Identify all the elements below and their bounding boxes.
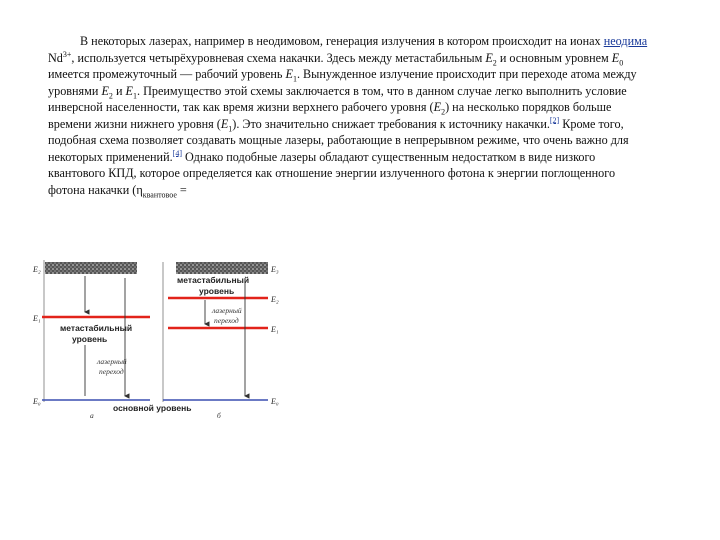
metastable-label: метастабильный (177, 275, 250, 285)
text-run: ). Это значительно снижает требования к источнику накачки. (232, 116, 550, 131)
subscript: 1 (292, 74, 297, 84)
metastable-label-2: уровень (72, 334, 108, 344)
diagram-a-letter: а (90, 411, 94, 420)
level-symbol: E (611, 50, 620, 65)
reference-4-link[interactable]: [4] (172, 148, 182, 158)
reference-2-link[interactable]: [2] (549, 115, 560, 125)
transition-label: лазерный (212, 306, 242, 315)
transition-label-2: переход (214, 316, 239, 325)
subscript: 2 (441, 107, 446, 117)
level-label-e2: E₂ (271, 295, 279, 304)
ground-level-label: основной уровень (113, 403, 192, 413)
text-run: В некоторых лазерах, например в неодимовом, генерация излучения в котором происходит на ионах (80, 34, 604, 48)
neodymium-link[interactable]: неодима (603, 34, 648, 48)
superscript: 3+ (62, 49, 72, 59)
paragraph-text (48, 33, 648, 198)
text-run: и (112, 83, 126, 98)
text-run: . Преимущество этой схемы заключается в том, что в данном случае легко выполнить условие инверсной населенности, так как время жизни верхнего рабочего уровня ( (48, 83, 627, 114)
subscript: 1 (228, 123, 233, 133)
metastable-label-2: уровень (199, 286, 235, 296)
subscript: 2 (492, 57, 497, 67)
level-label-e1: E₁ (33, 314, 41, 323)
text-run: Nd (48, 50, 63, 65)
level-label-e1: E₁ (271, 325, 279, 334)
level-label-e0: E₀ (271, 397, 279, 406)
level-symbol: E (485, 50, 493, 65)
text-run: Кроме того, подобная схема позволяет создавать мощные лазеры, работающие в непрерывном режиме, что очень важно для некоторых применений. (48, 116, 629, 164)
text-run: . Вынужденное излучение происходит при переходе атома между уровнями (48, 67, 637, 98)
transition-label-2: переход (99, 367, 124, 376)
text-run: имеется промежуточный — рабочий уровень (48, 67, 286, 81)
level-symbol: E (101, 83, 109, 98)
subscript: 2 (108, 90, 113, 100)
subscript: квантовое (142, 189, 177, 199)
diagram-b-letter: б (217, 411, 221, 420)
level-label-e2: E₂ (33, 265, 41, 274)
subscript: 1 (132, 90, 137, 100)
subscript: 0 (619, 57, 624, 67)
article-paragraph (48, 33, 648, 241)
diagram-b (163, 262, 279, 420)
text-run: = (176, 182, 187, 197)
metastable-label: метастабильный (60, 323, 133, 333)
level-symbol: E (125, 83, 133, 98)
level-label-e3: E₃ (271, 265, 279, 274)
transition-label: лазерный (97, 357, 127, 366)
text-run: , используется четырёхуровневая схема накачки. Здесь между метастабильным (71, 50, 486, 65)
level-symbol: E (285, 67, 293, 81)
pump-band (176, 262, 268, 274)
level-symbol: E (433, 100, 442, 114)
diagram-a (32, 260, 191, 420)
text-run: Однако подобные лазеры обладают существенным недостатком в виде низкого квантового КПД, которое определяется как отношение энергии излученного фотона к энергии поглощенного фотона накачки (η (48, 149, 616, 197)
upper-band (45, 262, 137, 274)
level-label-e0: E₀ (33, 397, 41, 406)
text-run: и основным уровнем (496, 50, 612, 65)
level-symbol: E (220, 116, 229, 131)
text-run: ) на несколько порядков больше времени жизни нижнего уровня ( (48, 100, 612, 131)
